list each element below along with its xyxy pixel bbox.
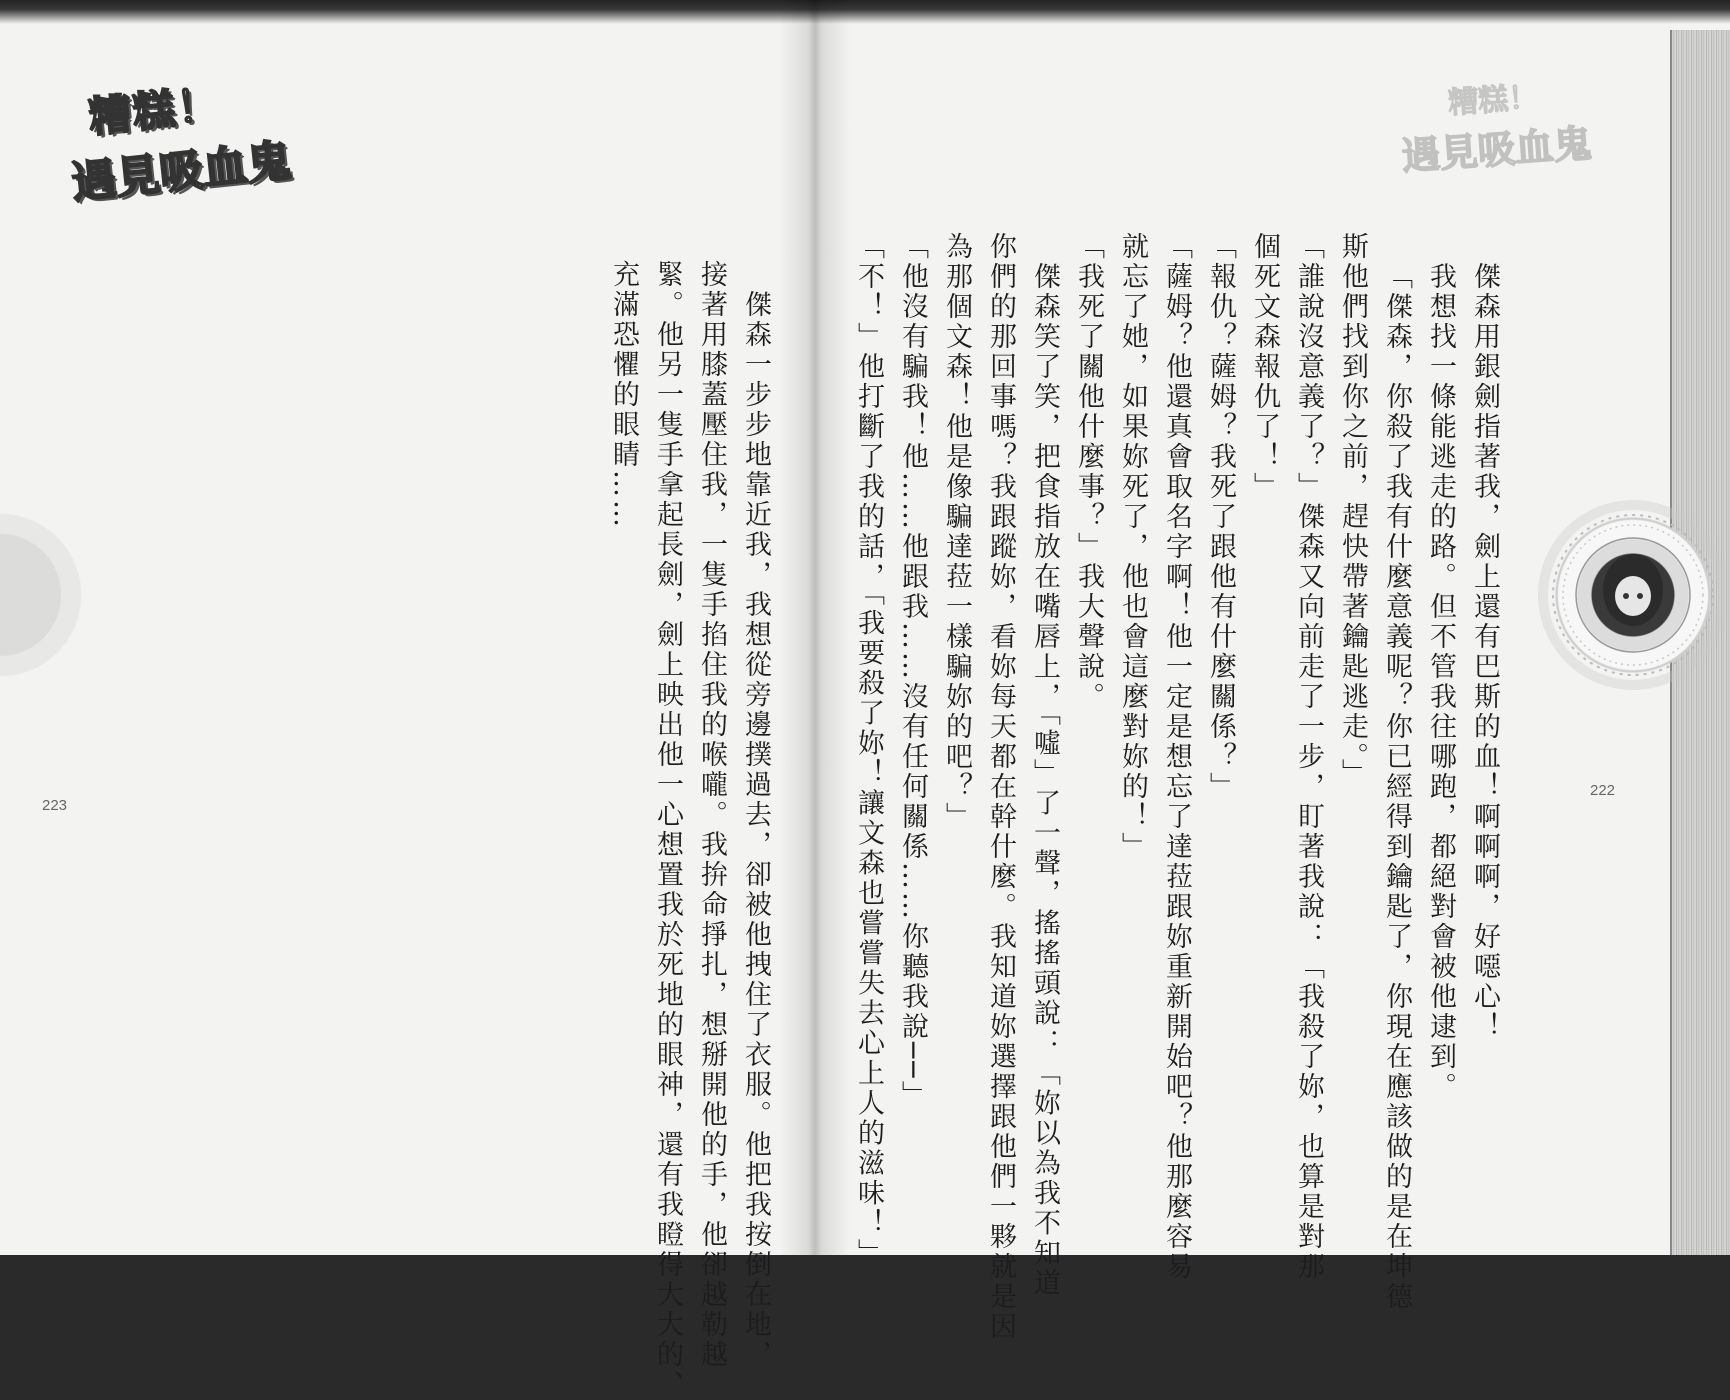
text-column: 就忘了她，如果妳死了，他也會這麼對妳的！」 bbox=[1117, 232, 1148, 862]
bleed-through-text-left bbox=[210, 230, 254, 1030]
text-column: 「不！」他打斷了我的話，「我要殺了妳！讓文森也嘗嘗失去心上人的滋味！」 bbox=[853, 232, 884, 1269]
logo-line-2: 遇見吸血鬼 bbox=[69, 135, 294, 210]
logo-faded-line-1: 糟糕！ bbox=[1447, 79, 1540, 122]
text-column: 為那個文森！他是像騙達菈一樣騙妳的吧？」 bbox=[941, 232, 972, 832]
page-number-left: 223 bbox=[42, 797, 68, 814]
text-column: 你們的那回事嗎？我跟蹤妳，看妳每天都在幹什麼。我知道妳選擇跟他們一夥就是因 bbox=[985, 232, 1016, 1342]
text-column: 「我死了關他什麼事？」我大聲說。 bbox=[1073, 232, 1104, 712]
text-column: 充滿恐懼的眼睛…… bbox=[608, 260, 639, 530]
text-column: 傑森笑了笑，把食指放在嘴唇上，「噓」了一聲，搖搖頭說：「妳以為我不知道 bbox=[1029, 262, 1060, 1299]
logo-line-1: 糟糕！ bbox=[86, 79, 224, 142]
page-number-right: 222 bbox=[1590, 782, 1616, 799]
series-logo-faded bbox=[1372, 67, 1618, 183]
text-column: 傑森用銀劍指著我，劍上還有巴斯的血！啊啊啊，好噁心！ bbox=[1469, 262, 1500, 1042]
text-column: 「薩姆？他還真會取名字啊！他一定是想忘了達菈跟妳重新開始吧？他那麼容易 bbox=[1161, 232, 1192, 1282]
logo-faded-line-2: 遇見吸血鬼 bbox=[1400, 121, 1594, 179]
text-column: 我想找一條能逃走的路。但不管我往哪跑，都絕對會被他逮到。 bbox=[1425, 262, 1456, 1102]
text-column: 「他沒有騙我！他……他跟我……沒有任何關係……你聽我說──」 bbox=[897, 232, 928, 1111]
text-column: 「報仇？薩姆？我死了跟他有什麼關係？」 bbox=[1205, 232, 1236, 802]
top-shadow bbox=[0, 0, 1730, 24]
character-medallion bbox=[1548, 510, 1718, 680]
text-column: 斯他們找到你之前，趕快帶著鑰匙逃走。」 bbox=[1337, 232, 1368, 789]
text-column: 個死文森報仇了！」 bbox=[1249, 232, 1280, 502]
text-column: 接著用膝蓋壓住我，一隻手掐住我的喉嚨。我拚命掙扎，想掰開他的手，他卻越勒越 bbox=[696, 260, 727, 1370]
lace-frame-icon bbox=[1548, 510, 1718, 680]
text-column: 「誰說沒意義了？」傑森又向前走了一步，盯著我說：「我殺了妳，也算是對那 bbox=[1293, 232, 1324, 1282]
text-column: 「傑森，你殺了我有什麼意義呢？你已經得到鑰匙了，你現在應該做的是在坤德 bbox=[1381, 262, 1412, 1312]
text-column: 傑森一步步地靠近我，我想從旁邊撲過去，卻被他拽住了衣服。他把我按倒在地， bbox=[740, 290, 771, 1370]
text-column: 緊。他另一隻手拿起長劍，劍上映出他一心想置我於死地的眼神，還有我瞪得大大的、 bbox=[652, 260, 683, 1400]
book-gutter bbox=[780, 0, 850, 1255]
